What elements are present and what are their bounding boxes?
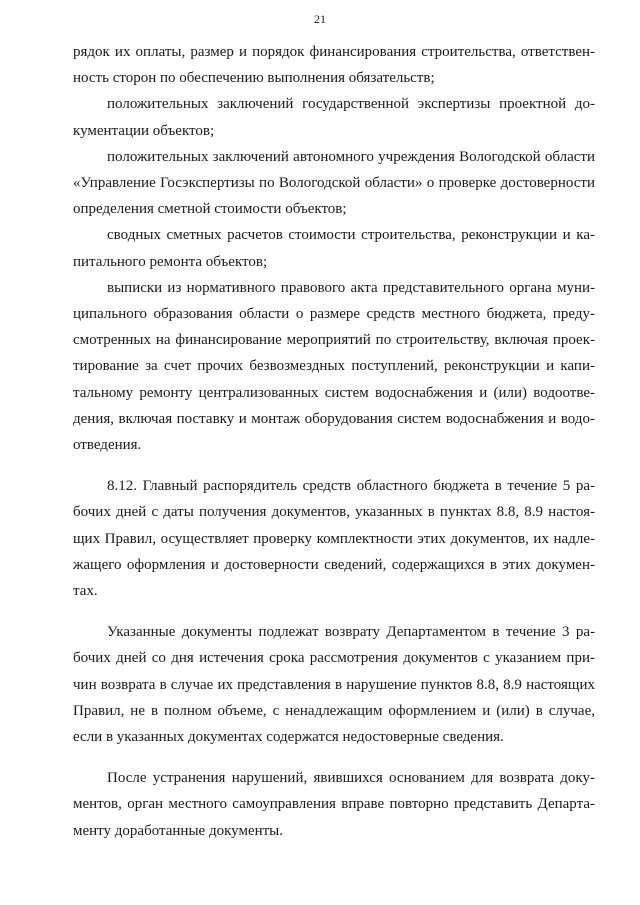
paragraph-8-12: 8.12. Главный распорядитель средств областного бюджета в течение 5 рабочих дней с даты получения документов, указанных в пунктах 8.8, 8.9 настоящих Правил, осуществляет проверку комплектности этих документов, их надлежащего оформления и достоверности сведений, содержащихся в этих документах. [73,478,595,600]
paragraph-return-documents: Указанные документы подлежат возврату Департаментом в течение 3 рабочих дней со дня истечения срока рассмотрения документов с указанием причин возврата в случае их представления в нарушение пунктов 8.8, 8.9 настоящих Правил, не в полном объеме, с ненадлежащим оформлением и (или) в случае, если в указанных документах содержатся недостоверные сведения. [73,624,595,746]
paragraph-cost-estimates: сводных сметных расчетов стоимости строительства, реконструкции и капитального ремонта объектов; [73,227,595,270]
paragraph-resubmission: После устранения нарушений, явившихся основанием для возврата документов, орган местного самоуправления вправе повторно представить Департаменту доработанные документы. [73,770,595,839]
paragraph-gap [73,458,595,473]
paragraph-state-expertise: положительных заключений государственной экспертизы проектной документации объектов; [73,96,595,139]
paragraph-autonomous-institution: положительных заключений автономного учреждения Вологодской области «Управление Госэкспертизы по Вологодской области» о проверке достоверности определения сметной стоимости объектов; [73,148,595,218]
paragraph-gap [73,750,595,765]
document-body [73,39,595,844]
page-number: 21 [314,12,326,26]
paragraph-normative-act-extract: выписки из нормативного правового акта представительного органа муниципального образования области о размере средств местного бюджета, предусмотренных на финансирование мероприятий по строительству, включая проектирование за счет прочих безвозмездных поступлений, реконструкции и капитальному ремонту централизованных систем водоснабжения и (или) водоотведения, включая поставку и монтаж оборудования систем водоснабжения и водоотведения. [73,279,595,454]
paragraph-continuation: рядок их оплаты, размер и порядок финансирования строительства, ответственность сторон по обеспечению выполнения обязательств; [73,44,595,87]
paragraph-gap [73,604,595,619]
